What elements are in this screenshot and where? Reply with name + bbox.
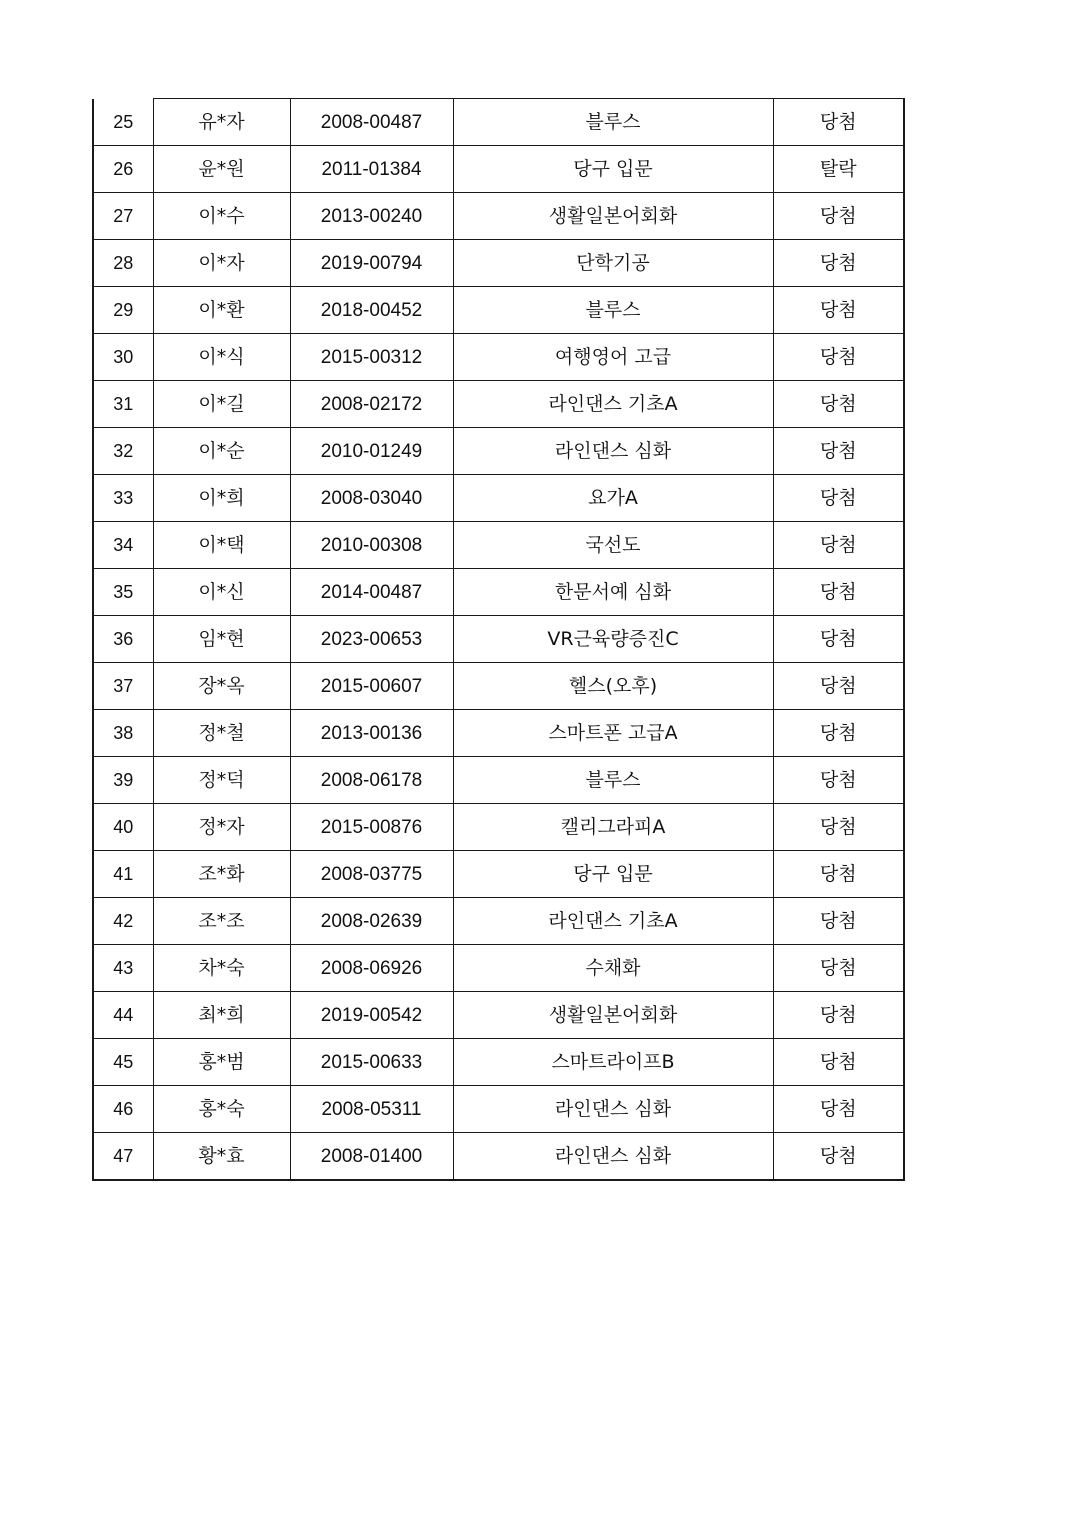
lottery-result: 당첨 [773,757,904,804]
row-number: 36 [93,616,153,663]
course-name: 요가A [453,475,773,522]
member-id: 2019-00542 [290,992,453,1039]
table-row [93,898,904,945]
course-name: 스마트라이프B [453,1039,773,1086]
lottery-result: 탈락 [773,146,904,193]
member-name: 정*자 [153,804,290,851]
member-id: 2015-00607 [290,663,453,710]
lottery-result: 당첨 [773,992,904,1039]
table-row [93,334,904,381]
member-name: 조*조 [153,898,290,945]
lottery-result: 당첨 [773,945,904,992]
member-id: 2010-00308 [290,522,453,569]
table-body [93,99,904,1181]
member-id: 2015-00312 [290,334,453,381]
table-row [93,710,904,757]
row-number: 40 [93,804,153,851]
course-name: 라인댄스 심화 [453,428,773,475]
row-number: 35 [93,569,153,616]
table-row [93,663,904,710]
row-number: 28 [93,240,153,287]
table-row [93,1039,904,1086]
table-row [93,522,904,569]
course-name: 캘리그라피A [453,804,773,851]
lottery-result: 당첨 [773,710,904,757]
member-id: 2015-00876 [290,804,453,851]
lottery-result: 당첨 [773,240,904,287]
table-row [93,99,904,146]
lottery-result: 당첨 [773,475,904,522]
row-number: 34 [93,522,153,569]
table-row [93,992,904,1039]
member-id: 2013-00240 [290,193,453,240]
row-number: 38 [93,710,153,757]
member-id: 2008-05311 [290,1086,453,1133]
table-row [93,1133,904,1181]
row-number: 32 [93,428,153,475]
lottery-result: 당첨 [773,569,904,616]
course-name: 라인댄스 심화 [453,1086,773,1133]
row-number: 47 [93,1133,153,1181]
member-name: 이*순 [153,428,290,475]
course-name: 한문서예 심화 [453,569,773,616]
lottery-result: 당첨 [773,851,904,898]
row-number: 44 [93,992,153,1039]
table-row [93,428,904,475]
row-number: 30 [93,334,153,381]
lottery-result: 당첨 [773,522,904,569]
member-name: 이*식 [153,334,290,381]
member-id: 2008-03775 [290,851,453,898]
course-name: 당구 입문 [453,146,773,193]
member-id: 2011-01384 [290,146,453,193]
row-number: 37 [93,663,153,710]
member-name: 홍*숙 [153,1086,290,1133]
member-id: 2008-00487 [290,99,453,146]
lottery-result: 당첨 [773,1133,904,1181]
course-name: 생활일본어회화 [453,193,773,240]
member-name: 이*자 [153,240,290,287]
lottery-result: 당첨 [773,428,904,475]
row-number: 25 [93,99,153,146]
course-name: 수채화 [453,945,773,992]
table-row [93,146,904,193]
member-name: 최*희 [153,992,290,1039]
course-name: 블루스 [453,99,773,146]
lottery-result: 당첨 [773,381,904,428]
member-name: 이*수 [153,193,290,240]
course-name: 스마트폰 고급A [453,710,773,757]
table-row [93,475,904,522]
table-row [93,1086,904,1133]
member-id: 2013-00136 [290,710,453,757]
table-row [93,757,904,804]
lottery-result: 당첨 [773,804,904,851]
table-row [93,945,904,992]
member-name: 황*효 [153,1133,290,1181]
course-name: 단학기공 [453,240,773,287]
member-name: 차*숙 [153,945,290,992]
member-id: 2015-00633 [290,1039,453,1086]
member-id: 2010-01249 [290,428,453,475]
lottery-result: 당첨 [773,334,904,381]
course-name: 국선도 [453,522,773,569]
member-id: 2008-01400 [290,1133,453,1181]
row-number: 46 [93,1086,153,1133]
lottery-result: 당첨 [773,898,904,945]
table-row [93,287,904,334]
member-name: 정*철 [153,710,290,757]
member-name: 윤*원 [153,146,290,193]
member-name: 이*희 [153,475,290,522]
course-name: 당구 입문 [453,851,773,898]
member-name: 유*자 [153,99,290,146]
course-name: 여행영어 고급 [453,334,773,381]
lottery-result: 당첨 [773,616,904,663]
lottery-result: 당첨 [773,1086,904,1133]
member-name: 홍*범 [153,1039,290,1086]
course-name: 블루스 [453,757,773,804]
table-row [93,569,904,616]
member-name: 조*화 [153,851,290,898]
course-name: 라인댄스 기초A [453,381,773,428]
table-row [93,851,904,898]
lottery-result: 당첨 [773,1039,904,1086]
lottery-result: 당첨 [773,663,904,710]
table-row [93,804,904,851]
member-id: 2008-06178 [290,757,453,804]
member-name: 이*신 [153,569,290,616]
course-name: VR근육량증진C [453,616,773,663]
member-name: 이*길 [153,381,290,428]
row-number: 43 [93,945,153,992]
row-number: 29 [93,287,153,334]
lottery-results-table [92,98,905,1181]
member-id: 2008-02172 [290,381,453,428]
member-id: 2008-03040 [290,475,453,522]
row-number: 41 [93,851,153,898]
course-name: 라인댄스 기초A [453,898,773,945]
table-row [93,240,904,287]
lottery-result: 당첨 [773,287,904,334]
row-number: 45 [93,1039,153,1086]
member-name: 임*현 [153,616,290,663]
member-id: 2008-06926 [290,945,453,992]
course-name: 생활일본어회화 [453,992,773,1039]
course-name: 헬스(오후) [453,663,773,710]
row-number: 42 [93,898,153,945]
member-id: 2014-00487 [290,569,453,616]
row-number: 27 [93,193,153,240]
course-name: 블루스 [453,287,773,334]
row-number: 26 [93,146,153,193]
row-number: 39 [93,757,153,804]
lottery-result: 당첨 [773,99,904,146]
table-row [93,193,904,240]
lottery-result: 당첨 [773,193,904,240]
member-name: 장*옥 [153,663,290,710]
member-id: 2023-00653 [290,616,453,663]
member-name: 이*택 [153,522,290,569]
member-name: 정*덕 [153,757,290,804]
row-number: 33 [93,475,153,522]
table-row [93,381,904,428]
table-row [93,616,904,663]
course-name: 라인댄스 심화 [453,1133,773,1181]
member-name: 이*환 [153,287,290,334]
row-number: 31 [93,381,153,428]
member-id: 2019-00794 [290,240,453,287]
member-id: 2018-00452 [290,287,453,334]
member-id: 2008-02639 [290,898,453,945]
